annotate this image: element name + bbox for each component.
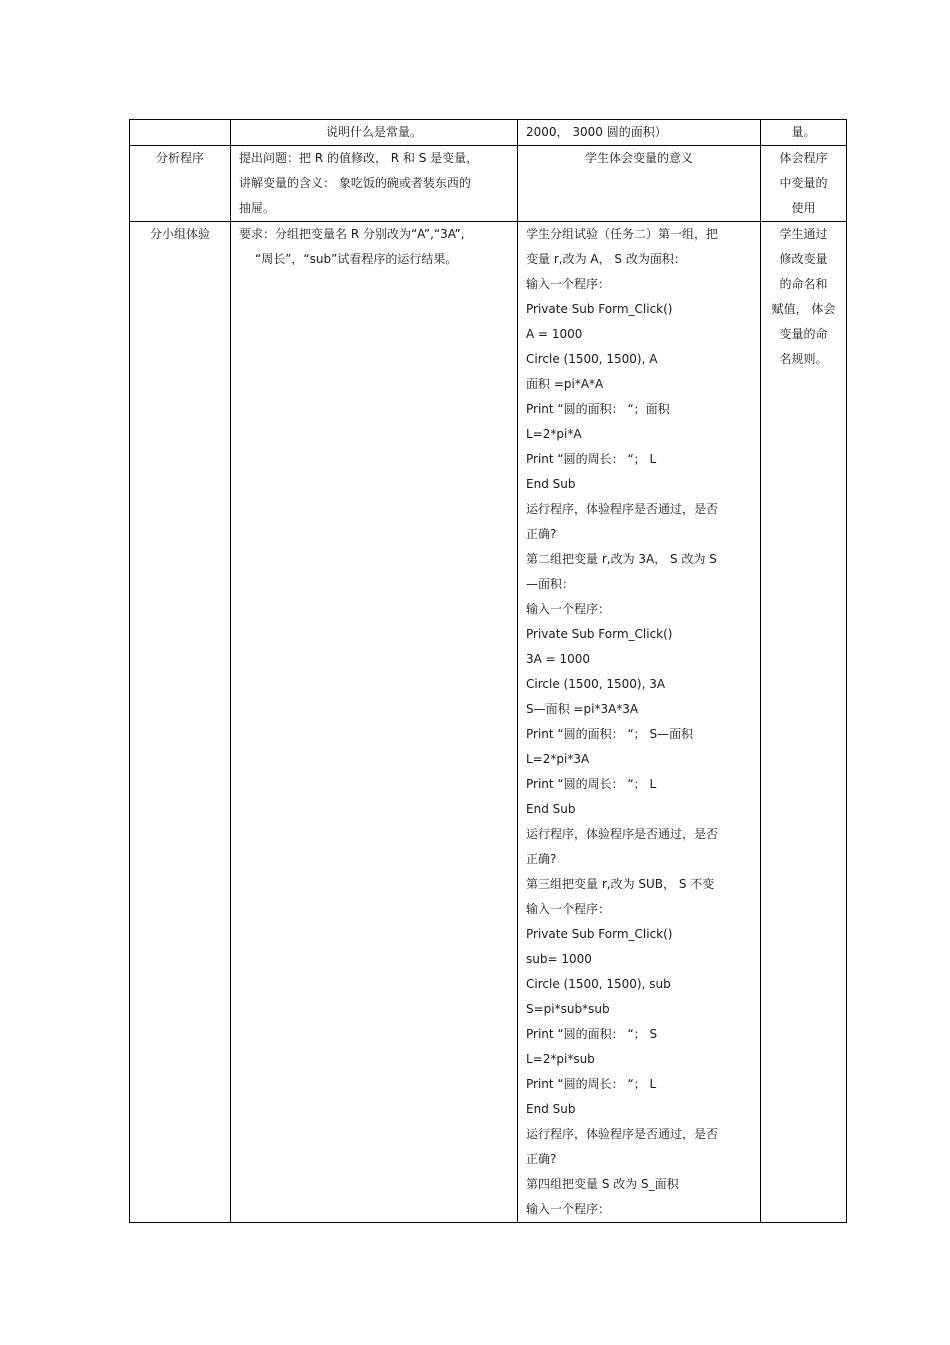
purpose-cell (761, 120, 847, 146)
student-text-line: Private Sub Form_Click() (526, 927, 673, 941)
student-text-line: 输入一个程序： (526, 602, 611, 616)
teacher-activity-cell (231, 120, 518, 146)
purpose-cell (761, 222, 847, 1223)
purpose-text-line: 变量的命 (779, 327, 828, 341)
student-text-line: 3A = 1000 (526, 652, 591, 666)
table-row (130, 146, 847, 222)
student-text-line: 运行程序，体验程序是否通过，是否 (526, 502, 719, 516)
student-text-line: 输入一个程序： (526, 277, 611, 291)
student-text-line: 运行程序，体验程序是否通过，是否 (526, 827, 719, 841)
purpose-text-line: 体会程序 (779, 151, 828, 165)
student-text-line: 面积 =pi*A*A (526, 377, 604, 391)
student-text-line: Private Sub Form_Click() (526, 302, 673, 316)
student-text-line: 正确? (526, 1152, 557, 1166)
student-text-line: 第二组把变量 r,改为 3A， S 改为 S (526, 552, 717, 566)
student-text-line: A = 1000 (526, 327, 583, 341)
student-text-line: S—面积 =pi*3A*3A (526, 702, 639, 716)
purpose-text-line: 的命名和 (779, 277, 828, 291)
purpose-text-line: 赋值， 体会 (771, 302, 836, 316)
student-text-line: Print “圆的周长： “； L (526, 452, 657, 466)
student-text-line: 正确? (526, 852, 557, 866)
student-text-line: Circle (1500, 1500), 3A (526, 677, 666, 691)
student-text-line: 2000， 3000 圆的面积） (526, 125, 667, 139)
purpose-text-line: 量。 (791, 125, 816, 139)
table-row (130, 222, 847, 1223)
student-text-line: Circle (1500, 1500), sub (526, 977, 671, 991)
student-text-line: 学生体会变量的意义 (584, 151, 693, 165)
purpose-text-line: 使用 (791, 201, 816, 215)
student-text-line: Print “圆的面积： “； S (526, 1027, 658, 1041)
lesson-plan-table (129, 119, 847, 1223)
teacher-text-line: 讲解变量的含义： 象吃饭的碗或者装东西的 (239, 176, 471, 190)
student-text-line: 学生分组试验（任务二）第一组，把 (526, 227, 719, 241)
student-text-line: L=2*pi*A (526, 427, 582, 441)
purpose-text-line: 修改变量 (779, 252, 828, 266)
teacher-text-line: 要求：分组把变量名 R 分别改为“A”,“3A”, (239, 227, 465, 241)
purpose-text-line: 名规则。 (779, 352, 828, 366)
student-text-line: Print “圆的周长： “； L (526, 777, 657, 791)
student-text-line: 第三组把变量 r,改为 SUB， S 不变 (526, 877, 715, 891)
student-text-line: Print “圆的面积： “；面积 (526, 402, 670, 416)
student-activity-cell (518, 222, 761, 1223)
student-text-line: 运行程序，体验程序是否通过，是否 (526, 1127, 719, 1141)
teacher-text-line: “周长”，“sub”试看程序的运行结果。 (255, 252, 458, 266)
stage-cell (130, 120, 231, 146)
student-text-line: L=2*pi*sub (526, 1052, 595, 1066)
teacher-activity-cell (231, 146, 518, 222)
teacher-activity-cell (231, 222, 518, 1223)
student-text-line: 变量 r,改为 A， S 改为面积： (526, 252, 686, 266)
student-text-line: Circle (1500, 1500), A (526, 352, 658, 366)
student-text-line: Print “圆的周长： “； L (526, 1077, 657, 1091)
purpose-text-line: 学生通过 (779, 227, 828, 241)
table-row (130, 120, 847, 146)
purpose-cell (761, 146, 847, 222)
teacher-text-line: 提出问题：把 R 的值修改， R 和 S 是变量， (239, 151, 479, 165)
student-activity-cell (518, 146, 761, 222)
purpose-text-line: 中变量的 (779, 176, 828, 190)
student-text-line: End Sub (526, 1102, 576, 1116)
student-text-line: sub= 1000 (526, 952, 592, 966)
student-text-line: End Sub (526, 802, 576, 816)
student-text-line: Print “圆的面积： “； S—面积 (526, 727, 694, 741)
student-text-line: 输入一个程序： (526, 1202, 611, 1216)
student-text-line: L=2*pi*3A (526, 752, 590, 766)
stage-cell (130, 146, 231, 222)
student-text-line: Private Sub Form_Click() (526, 627, 673, 641)
stage-label: 分析程序 (155, 151, 204, 165)
student-text-line: 第四组把变量 S 改为 S_面积 (526, 1177, 679, 1191)
student-activity-cell (518, 120, 761, 146)
student-text-line: End Sub (526, 477, 576, 491)
stage-label: 分小组体验 (149, 227, 210, 241)
student-text-line: 正确? (526, 527, 557, 541)
student-text-line: —面积： (526, 577, 575, 591)
teacher-text-line: 抽屉。 (239, 201, 276, 215)
teacher-text-line: 说明什么是常量。 (325, 125, 422, 139)
student-text-line: 输入一个程序： (526, 902, 611, 916)
stage-cell (130, 222, 231, 1223)
student-text-line: S=pi*sub*sub (526, 1002, 610, 1016)
